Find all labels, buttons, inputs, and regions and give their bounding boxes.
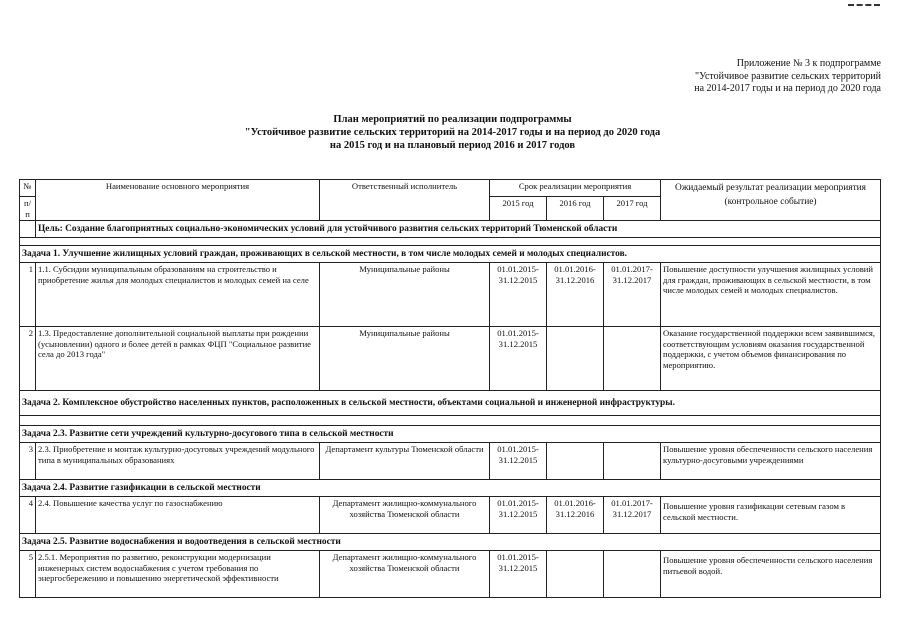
scan-artifact-line	[848, 4, 880, 6]
row-2-result: Оказание государственной поддержки всем заявившимся, соответствующим условиям оказания государственной поддержки, с учетом объемов финансирования по мероприятию.	[661, 327, 881, 391]
header-2015: 2015 год	[490, 197, 547, 221]
appendix-line-1: Приложение № 3 к подпрограмме	[736, 58, 881, 69]
row-5-name: 2.5.1. Мероприятия по развитию, реконструкции модернизации инженерных систем водоснабжения с учетом требования по энергосбережению и повышению энергетической эффективности	[36, 551, 320, 598]
title-line-1: План мероприятий по реализации подпрограммы	[333, 114, 572, 125]
row-4-result: Повышение уровня газификации сетевым газом в сельской местности.	[661, 497, 881, 534]
task-23-text: Задача 2.3. Развитие сети учреждений культурно-досугового типа в сельской местности	[20, 426, 881, 443]
row-3-2016	[547, 443, 604, 480]
task-row	[20, 246, 881, 263]
title-line-3: на 2015 год и на плановый период 2016 и 2017 годов	[329, 140, 576, 151]
task-24-text: Задача 2.4. Развитие газификации в сельской местности	[20, 480, 881, 497]
appendix-note	[694, 58, 881, 96]
row-1-name: 1.1. Субсидии муниципальным образованиям на строительство и приобретение жилья для молодых специалистов и молодых семей на селе	[36, 263, 320, 327]
goal-text: Цель: Создание благоприятных социально-экономических условий для устойчивого развития сельских территорий Тюменской области	[36, 221, 881, 238]
row-5-executor: Департамент жилищно-коммунального хозяйства Тюменской области	[320, 551, 490, 598]
row-1-result: Повышение доступности улучшения жилищных условий для граждан, проживающих в сельской местности, в том числе молодых семей и молодых специалистов.	[661, 263, 881, 327]
row-2-2017	[604, 327, 661, 391]
table-row	[20, 443, 881, 480]
header-num-top: №	[20, 180, 36, 197]
row-4-executor: Департамент жилищно-коммунального хозяйства Тюменской области	[320, 497, 490, 534]
row-2-2016	[547, 327, 604, 391]
row-3-2015: 01.01.2015-31.12.2015	[490, 443, 547, 480]
row-2-name: 1.3. Предоставление дополнительной социальной выплаты при рождении (усыновлении) одного и более детей в рамках ФЦП "Социальное развитие села до 2013 года"	[36, 327, 320, 391]
row-3-result: Повышение уровня обеспеченности сельского населения культурно-досуговыми учреждениями	[661, 443, 881, 480]
row-4-2016: 01.01.2016-31.12.2016	[547, 497, 604, 534]
row-5-2015: 01.01.2015-31.12.2015	[490, 551, 547, 598]
row-2-num: 2	[20, 327, 36, 391]
row-4-num: 4	[20, 497, 36, 534]
goal-row	[20, 221, 881, 238]
table-row	[20, 551, 881, 598]
row-2-executor: Муниципальные районы	[320, 327, 490, 391]
row-1-2015: 01.01.2015-31.12.2015	[490, 263, 547, 327]
task-row	[20, 426, 881, 443]
task-2-text: Задача 2. Комплексное обустройство населенных пунктов, расположенных в сельской местности, объектами социальной и инженерной инфраструктуры.	[20, 391, 881, 416]
header-executor: Ответственный исполнитель	[320, 180, 490, 221]
row-3-2017	[604, 443, 661, 480]
title-line-2: "Устойчивое развитие сельских территорий на 2014-2017 годы и на период до 2020 года	[244, 127, 661, 138]
appendix-line-2: "Устойчивое развитие сельских территорий	[694, 70, 881, 82]
header-period: Срок реализации мероприятия	[490, 180, 661, 197]
appendix-line-3: на 2014-2017 годы и на период до 2020 года	[694, 83, 881, 94]
header-result: Ожидаемый результат реализации мероприятия (контрольное событие)	[661, 180, 881, 221]
row-4-name: 2.4. Повышение качества услуг по газоснабжению	[36, 497, 320, 534]
task-row	[20, 391, 881, 416]
row-1-2016: 01.01.2016-31.12.2016	[547, 263, 604, 327]
spacer-row	[20, 416, 881, 426]
row-4-2017: 01.01.2017-31.12.2017	[604, 497, 661, 534]
header-row	[20, 180, 881, 197]
row-5-result: Повышение уровня обеспеченности сельского населения питьевой водой.	[661, 551, 881, 598]
row-2-2015: 01.01.2015-31.12.2015	[490, 327, 547, 391]
row-4-2015: 01.01.2015-31.12.2015	[490, 497, 547, 534]
task-1-text: Задача 1. Улучшение жилищных условий граждан, проживающих в сельской местности, в том числе молодых семей и молодых специалистов.	[20, 246, 881, 263]
task-row	[20, 480, 881, 497]
table-row	[20, 497, 881, 534]
row-1-2017: 01.01.2017-31.12.2017	[604, 263, 661, 327]
task-25-text: Задача 2.5. Развитие водоснабжения и водоотведения в сельской местности	[20, 534, 881, 551]
header-2016: 2016 год	[547, 197, 604, 221]
row-5-2017	[604, 551, 661, 598]
header-num-bottom: п/п	[20, 197, 36, 221]
header-2017: 2017 год	[604, 197, 661, 221]
plan-table	[19, 179, 881, 598]
table-row	[20, 327, 881, 391]
header-name: Наименование основного мероприятия	[36, 180, 320, 221]
spacer-cell	[20, 238, 881, 246]
row-5-num: 5	[20, 551, 36, 598]
row-3-num: 3	[20, 443, 36, 480]
table-row	[20, 263, 881, 327]
row-5-2016	[547, 551, 604, 598]
task-row	[20, 534, 881, 551]
row-3-name: 2.3. Приобретение и монтаж культурно-досуговых учреждений модульного типа в муниципальных образованиях	[36, 443, 320, 480]
goal-num	[20, 221, 36, 238]
row-3-executor: Департамент культуры Тюменской области	[320, 443, 490, 480]
spacer-row	[20, 238, 881, 246]
row-1-num: 1	[20, 263, 36, 327]
row-1-executor: Муниципальные районы	[320, 263, 490, 327]
document-title	[0, 113, 905, 152]
spacer-cell	[20, 416, 881, 426]
